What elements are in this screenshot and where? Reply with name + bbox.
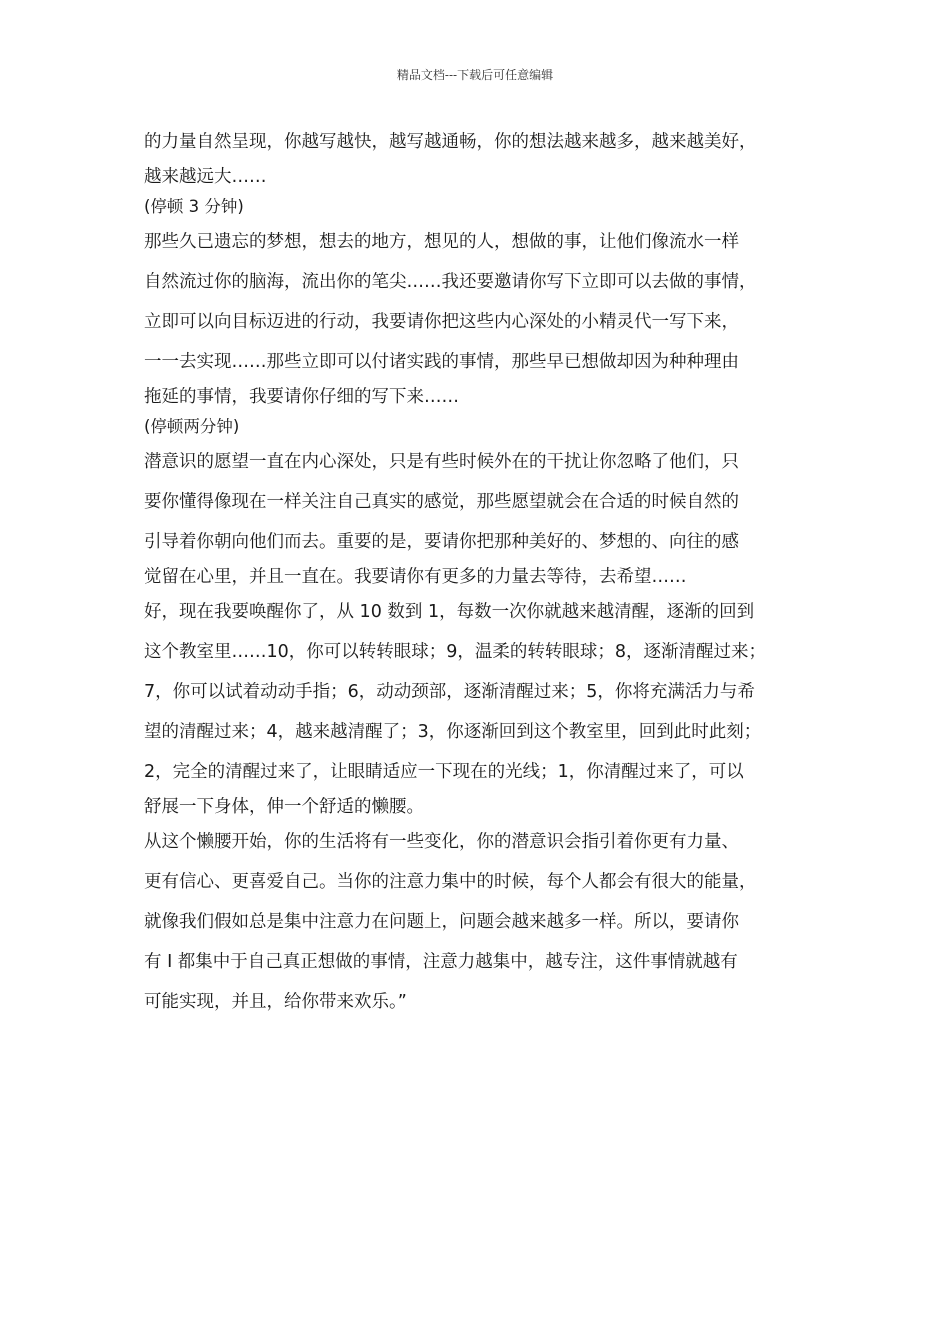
paragraph-5 [144,822,808,1022]
paragraph-1 [144,122,808,192]
paragraph-3 [144,442,808,592]
text-line: 7，你可以试着动动手指；6，动动颈部，逐渐清醒过来；5，你将充满活力与希 [144,682,755,702]
text-line: 觉留在心里，并且一直在。我要请你有更多的力量去等待，去希望…… [144,567,687,587]
text-line: 自然流过你的脑海，流出你的笔尖……我还要邀请你写下立即可以去做的事情， [144,272,757,292]
paragraph-2 [144,222,808,412]
text-line: 拖延的事情，我要请你仔细的写下来…… [144,387,459,407]
paragraph-4 [144,592,808,822]
text-line: 望的清醒过来；4，越来越清醒了；3，你逐渐回到这个教室里，回到此时此刻； [144,722,762,742]
text-line: 就像我们假如总是集中注意力在问题上，问题会越来越多一样。所以，要请你 [144,912,739,932]
document-body [144,122,808,1022]
pause-note: (停顿两分钟) [144,417,240,436]
text-line: 更有信心、更喜爱自己。当你的注意力集中的时候，每个人都会有很大的能量， [144,872,757,892]
text-line: 可能实现，并且，给你带来欢乐。” [144,992,407,1012]
text-line: 潜意识的愿望一直在内心深处，只是有些时候外在的干扰让你忽略了他们，只 [144,452,739,472]
text-line: 舒展一下身体，伸一个舒适的懒腰。 [144,797,424,817]
text-line: 从这个懒腰开始，你的生活将有一些变化，你的潜意识会指引着你更有力量、 [144,832,739,852]
text-line: 那些久已遗忘的梦想，想去的地方，想见的人，想做的事，让他们像流水一样 [144,232,739,252]
text-line: 要你懂得像现在一样关注自己真实的感觉，那些愿望就会在合适的时候自然的 [144,492,739,512]
text-line: 这个教室里……10，你可以转转眼球；9，温柔的转转眼球；8，逐渐清醒过来； [144,642,767,662]
text-line: 有 I 都集中于自己真正想做的事情，注意力越集中，越专注，这件事情就越有 [144,952,738,972]
text-line: 2，完全的清醒过来了，让眼睛适应一下现在的光线；1，你清醒过来了，可以 [144,762,744,782]
text-line: 立即可以向目标迈进的行动，我要请你把这些内心深处的小精灵代一写下来， [144,312,739,332]
text-line: 一一去实现……那些立即可以付诸实践的事情，那些早已想做却因为种种理由 [144,352,739,372]
text-line: 越来越远大…… [144,167,267,187]
pause-note: (停顿 3 分钟) [144,197,244,216]
page-header: 精品文档---下载后可任意编辑 [396,68,554,82]
text-line: 好，现在我要唤醒你了，从 10 数到 1，每数一次你就越来越清醒，逐渐的回到 [144,602,755,622]
text-line: 引导着你朝向他们而去。重要的是，要请你把那种美好的、梦想的、向往的感 [144,532,739,552]
text-line: 的力量自然呈现，你越写越快，越写越通畅，你的想法越来越多，越来越美好， [144,132,757,152]
